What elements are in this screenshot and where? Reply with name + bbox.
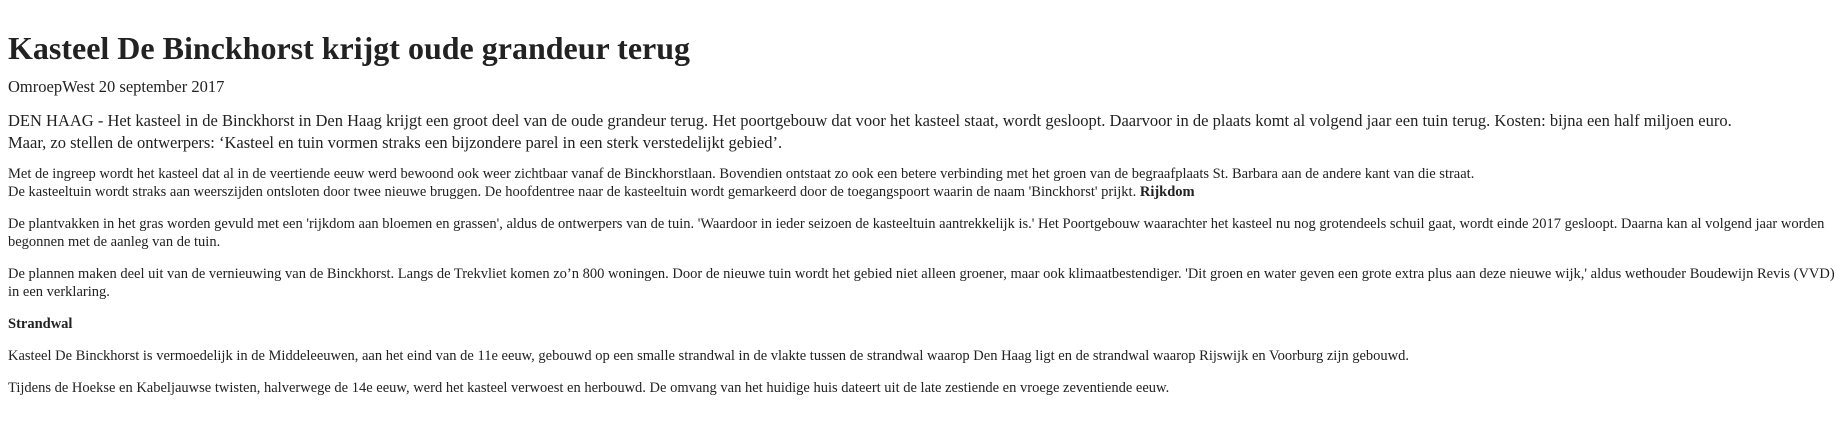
lead-line-2: Maar, zo stellen de ontwerpers: ‘Kasteel en tuin vormen straks een bijzondere parel in een sterk verstedelijkt gebied’.	[8, 133, 783, 152]
paragraph-1-line-2: De kasteeltuin wordt straks aan weerszijden ontsloten door twee nieuwe bruggen. De hoofdentree naar de kasteeltuin wordt gemarkeerd door de toegangspoort waarin de naam 'Binckhorst' prijkt.	[8, 184, 1137, 200]
article-date: 20 september 2017	[98, 77, 225, 96]
paragraph-3: De plannen maken deel uit van de vernieuwing van de Binckhorst. Langs de Trekvliet komen zo’n 800 woningen. Door de nieuwe tuin wordt het gebied niet alleen groener, maar ook klimaatbestendiger. 'Dit groen en water geven een grote extra plus aan deze nieuwe wijk,' aldus wethouder Boudewijn Revis (VVD) in een verklaring.	[8, 266, 1835, 300]
subheading-strandwal: Strandwal	[8, 316, 73, 332]
article-headline: Kasteel De Binckhorst krijgt oude grandeur terug	[8, 30, 691, 66]
lead-line-1: DEN HAAG - Het kasteel in de Binckhorst in Den Haag krijgt een groot deel van de oude grandeur terug. Het poortgebouw dat voor het kasteel staat, wordt gesloopt. Daarvoor in de plaats komt al volgend jaar een tuin terug. Kosten: bijna een half miljoen euro.	[8, 111, 1732, 130]
article-source: OmroepWest	[8, 77, 95, 96]
article-lead	[8, 110, 1840, 154]
paragraph-1-line-1: Met de ingreep wordt het kasteel dat al in de veertiende eeuw werd bewoond ook weer zichtbaar vanaf de Binckhorstlaan. Bovendien ontstaat zo ook een betere verbinding met het groen van de begraafplaats St. Barbara aan de andere kant van die straat.	[8, 166, 1475, 182]
paragraph-4: Kasteel De Binckhorst is vermoedelijk in de Middeleeuwen, aan het eind van de 11e eeuw, gebouwd op een smalle strandwal in de vlakte tussen de strandwal waarop Den Haag ligt en de strandwal waarop Rijswijk en Voorburg zijn gebouwd.	[8, 348, 1410, 364]
paragraph-1	[8, 165, 1840, 201]
paragraph-5: Tijdens de Hoekse en Kabeljauwse twisten, halverwege de 14e eeuw, werd het kasteel verwoest en herbouwd. De omvang van het huidige huis dateert uit de late zestiende en vroege zeventiende eeuw.	[8, 380, 1170, 396]
article	[0, 28, 1848, 397]
inline-subheading-rijkdom: Rijkdom	[1136, 184, 1195, 200]
paragraph-2: De plantvakken in het gras worden gevuld met een 'rijkdom aan bloemen en grassen', aldus de ontwerpers van de tuin. 'Waardoor in ieder seizoen de kasteeltuin aantrekkelijk is.' Het Poortgebouw waarachter het kasteel nu nog grotendeels schuil gaat, wordt einde 2017 gesloopt. Daarna kan al volgend jaar worden begonnen met de aanleg van de tuin.	[8, 216, 1825, 250]
article-meta	[8, 76, 1840, 98]
